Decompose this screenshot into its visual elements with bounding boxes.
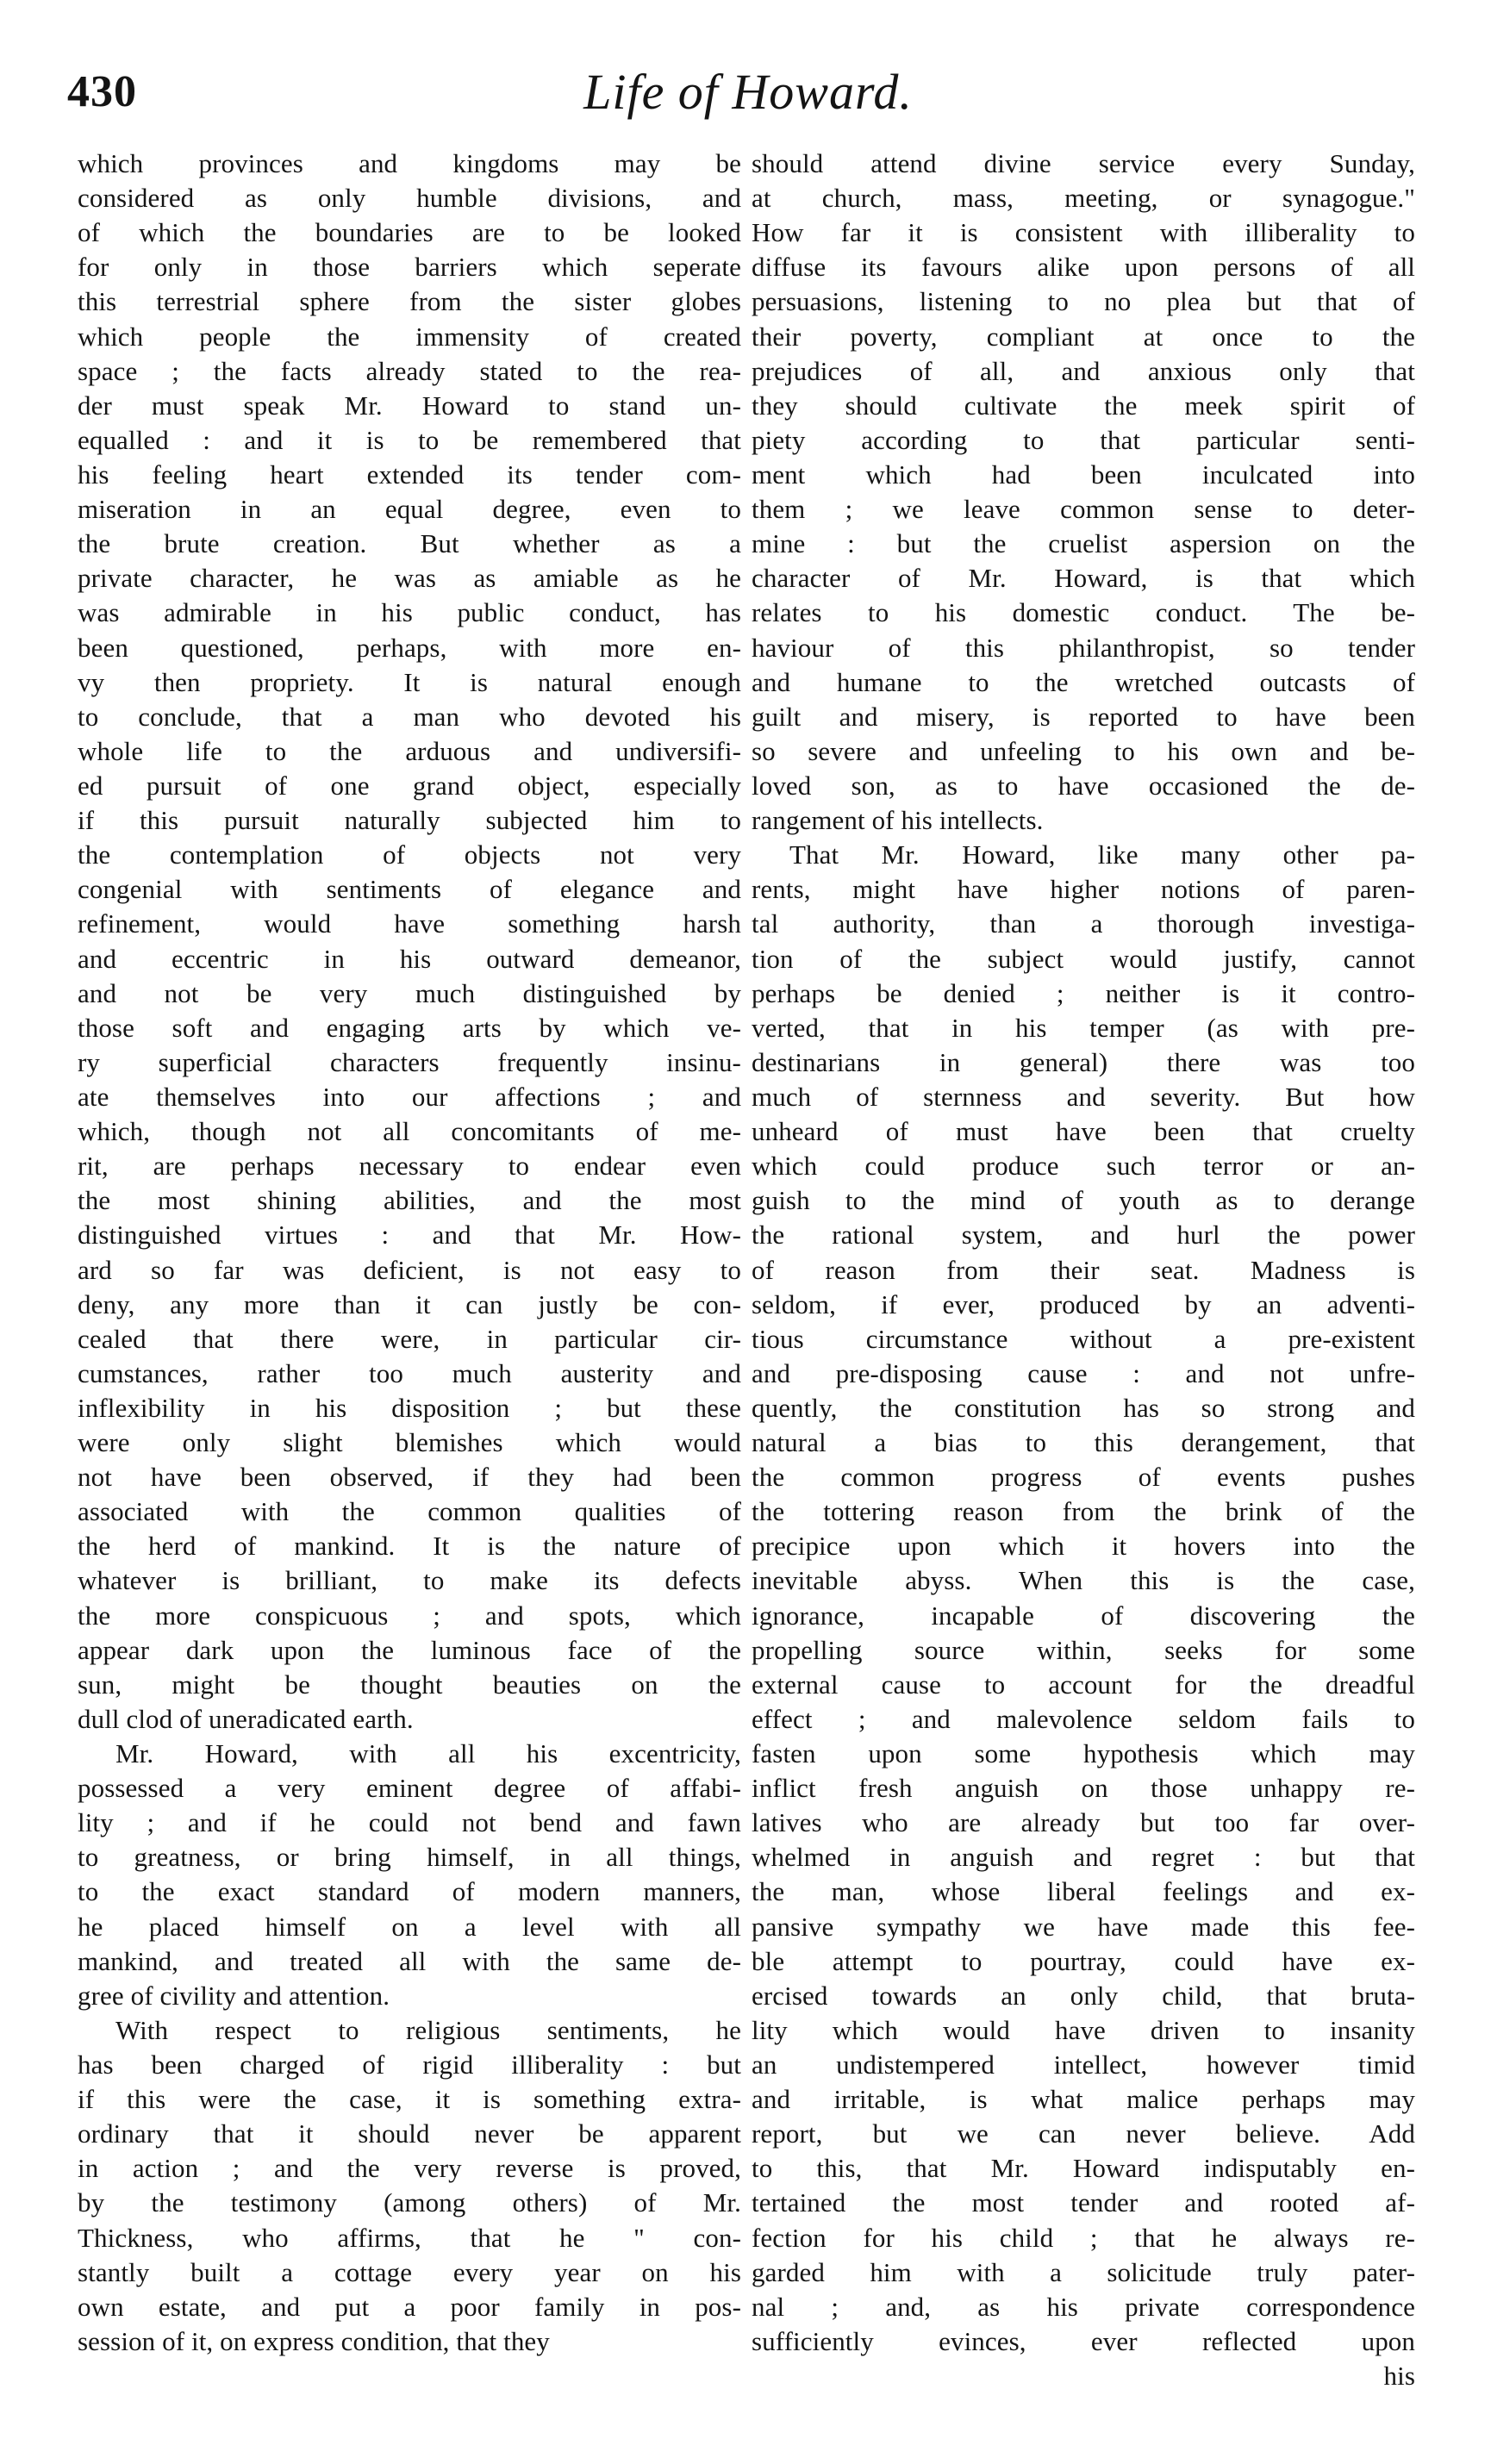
text-line: ed pursuit of one grand object, especially — [78, 770, 741, 801]
page-header — [67, 62, 1412, 131]
text-line: tal authority, than a thorough investiga- — [752, 908, 1415, 939]
text-line: and pre-disposing cause : and not unfre- — [752, 1357, 1415, 1388]
text-line: private character, he was as amiable as he — [78, 563, 741, 594]
text-line: their poverty, compliant at once to the — [752, 321, 1415, 352]
page-number: 430 — [67, 67, 137, 116]
text-line: the contemplation of objects not very — [78, 839, 741, 870]
text-line: the more conspicuous ; and spots, which — [78, 1600, 741, 1631]
text-line: in action ; and the very reverse is proved, — [78, 2153, 741, 2184]
left-text-column — [78, 147, 741, 2359]
text-line: his feeling heart extended its tender com- — [78, 458, 741, 490]
text-line: mankind, and treated all with the same de- — [78, 1945, 741, 1976]
text-line: deny, any more than it can justly be con- — [78, 1288, 741, 1319]
text-line: ry superficial characters frequently insinu- — [78, 1046, 741, 1077]
text-line: lity which would have driven to insanity — [752, 2014, 1415, 2045]
text-line: vy then propriety. It is natural enough — [78, 666, 741, 697]
text-line: appear dark upon the luminous face of the — [78, 1634, 741, 1665]
text-line: the rational system, and hurl the power — [752, 1220, 1415, 1251]
text-line: gree of civility and attention. — [78, 1980, 390, 2011]
text-line: this terrestrial sphere from the sister globes — [78, 286, 741, 317]
text-line: der must speak Mr. Howard to stand un- — [78, 390, 741, 421]
text-line: the most shining abilities, and the most — [78, 1185, 741, 1216]
text-line: rents, might have higher notions of paren- — [752, 874, 1415, 905]
text-line: unheard of must have been that cruelty — [752, 1116, 1415, 1147]
text-line: equalled : and it is to be remembered that — [78, 424, 741, 455]
text-line: of reason from their seat. Madness is — [752, 1254, 1415, 1285]
text-line: With respect to religious sentiments, he — [115, 2014, 741, 2045]
text-line: was admirable in his public conduct, has — [78, 597, 741, 628]
text-line: the tottering reason from the brink of the — [752, 1496, 1415, 1527]
text-line: and not be very much distinguished by — [78, 977, 741, 1008]
text-line: and humane to the wretched outcasts of — [752, 666, 1415, 697]
text-line: whelmed in anguish and regret : but that — [752, 1842, 1415, 1873]
text-line: character of Mr. Howard, is that which — [752, 563, 1415, 594]
text-line: quently, the constitution has so strong and — [752, 1392, 1415, 1423]
text-line: he placed himself on a level with all — [78, 1911, 741, 1942]
text-line: haviour of this philanthropist, so tender — [752, 632, 1415, 663]
text-line: loved son, as to have occasioned the de- — [752, 770, 1415, 801]
text-line: verted, that in his temper (as with pre- — [752, 1012, 1415, 1043]
text-line: been questioned, perhaps, with more en- — [78, 632, 741, 663]
text-line: rit, are perhaps necessary to endear even — [78, 1151, 741, 1182]
text-line: and irritable, is what malice perhaps may — [752, 2084, 1415, 2115]
text-line: by the testimony (among others) of Mr. — [78, 2187, 741, 2218]
text-line: natural a bias to this derangement, that — [752, 1427, 1415, 1458]
text-line: fasten upon some hypothesis which may — [752, 1738, 1415, 1769]
text-line: them ; we leave common sense to deter- — [752, 494, 1415, 525]
text-line: garded him with a solicitude truly pater- — [752, 2256, 1415, 2287]
right-text-column — [752, 147, 1415, 2393]
text-line: ard so far was deficient, is not easy to — [78, 1254, 741, 1285]
text-line: seldom, if ever, produced by an adventi- — [752, 1288, 1415, 1319]
text-line: propelling source within, seeks for some — [752, 1634, 1415, 1665]
text-line: not have been observed, if they had been — [78, 1462, 741, 1493]
text-line: they should cultivate the meek spirit of — [752, 390, 1415, 421]
text-line: lity ; and if he could not bend and fawn — [78, 1807, 741, 1838]
text-line: nal ; and, as his private correspondence — [752, 2291, 1415, 2322]
text-line: prejudices of all, and anxious only that — [752, 355, 1415, 386]
text-line: cumstances, rather too much austerity and — [78, 1357, 741, 1388]
text-line: the common progress of events pushes — [752, 1462, 1415, 1493]
text-line: rangement of his intellects. — [752, 805, 1044, 836]
text-line: so severe and unfeeling to his own and be- — [752, 735, 1415, 766]
text-line: fection for his child ; that he always re- — [752, 2222, 1415, 2253]
text-line: if this pursuit naturally subjected him to — [78, 805, 741, 836]
text-line: for only in those barriers which seperate — [78, 252, 741, 283]
text-line: miseration in an equal degree, even to — [78, 494, 741, 525]
text-line: Thickness, who affirms, that he " con- — [78, 2222, 741, 2253]
text-line: sufficiently evinces, ever reflected upon — [752, 2325, 1415, 2356]
text-line: if this were the case, it is something extra- — [78, 2084, 741, 2115]
text-line: own estate, and put a poor family in pos- — [78, 2291, 741, 2322]
text-line: whole life to the arduous and undiversifi- — [78, 735, 741, 766]
text-line: associated with the common qualities of — [78, 1496, 741, 1527]
text-line: should attend divine service every Sunday, — [752, 148, 1415, 178]
text-line: latives who are already but too far over- — [752, 1807, 1415, 1838]
text-line: ignorance, incapable of discovering the — [752, 1600, 1415, 1631]
text-line: ment which had been inculcated into — [752, 458, 1415, 490]
text-line: ordinary that it should never be apparent — [78, 2118, 741, 2149]
text-line: precipice upon which it hovers into the — [752, 1531, 1415, 1562]
text-line: inflexibility in his disposition ; but these — [78, 1392, 741, 1423]
text-line: to the exact standard of modern manners, — [78, 1876, 741, 1907]
running-title: Life of Howard. — [583, 64, 913, 120]
text-line: ble attempt to pourtray, could have ex- — [752, 1945, 1415, 1976]
text-line: the brute creation. But whether as a — [78, 528, 741, 559]
text-line: pansive sympathy we have made this fee- — [752, 1911, 1415, 1942]
text-line: dull clod of uneradicated earth. — [78, 1703, 414, 1734]
text-line: report, but we can never believe. Add — [752, 2118, 1415, 2149]
text-line: space ; the facts already stated to the rea- — [78, 355, 741, 386]
text-line: tertained the most tender and rooted af- — [752, 2187, 1415, 2218]
text-line: whatever is brilliant, to make its defects — [78, 1565, 741, 1596]
text-line: relates to his domestic conduct. The be- — [752, 597, 1415, 628]
text-line: to conclude, that a man who devoted his — [78, 701, 741, 732]
text-line: distinguished virtues : and that Mr. How- — [78, 1220, 741, 1251]
text-line: guilt and misery, is reported to have been — [752, 701, 1415, 732]
text-line: perhaps be denied ; neither is it contro- — [752, 977, 1415, 1008]
text-line: ate themselves into our affections ; and — [78, 1081, 741, 1112]
text-line: piety according to that particular senti- — [752, 424, 1415, 455]
text-line: which provinces and kingdoms may be — [78, 148, 741, 178]
text-line: at church, mass, meeting, or synagogue." — [752, 183, 1415, 214]
text-line: cealed that there were, in particular cir- — [78, 1323, 741, 1354]
text-line: of which the boundaries are to be looked — [78, 217, 741, 248]
text-line: mine : but the cruelist aspersion on the — [752, 528, 1415, 559]
text-line: the man, whose liberal feelings and ex- — [752, 1876, 1415, 1907]
text-line: to greatness, or bring himself, in all things, — [78, 1842, 741, 1873]
text-line: Mr. Howard, with all his excentricity, — [115, 1738, 741, 1769]
text-line: How far it is consistent with illiberality to — [752, 217, 1415, 248]
text-line: an undistempered intellect, however timid — [752, 2049, 1415, 2080]
text-line: those soft and engaging arts by which ve- — [78, 1012, 741, 1043]
text-line: has been charged of rigid illiberality : but — [78, 2049, 741, 2080]
text-line: external cause to account for the dreadful — [752, 1669, 1415, 1700]
text-line: sun, might be thought beauties on the — [78, 1669, 741, 1700]
text-line: inevitable abyss. When this is the case, — [752, 1565, 1415, 1596]
text-line: possessed a very eminent degree of affabi- — [78, 1773, 741, 1804]
text-line: which, though not all concomitants of me- — [78, 1116, 741, 1147]
text-line: and eccentric in his outward demeanor, — [78, 943, 741, 974]
text-line: persuasions, listening to no plea but that of — [752, 286, 1415, 317]
text-line: much of sternness and severity. But how — [752, 1081, 1415, 1112]
text-line: ercised towards an only child, that bruta- — [752, 1980, 1415, 2011]
text-line: tion of the subject would justify, cannot — [752, 943, 1415, 974]
text-line: which people the immensity of created — [78, 321, 741, 352]
text-line: destinarians in general) there was too — [752, 1046, 1415, 1077]
text-line: effect ; and malevolence seldom fails to — [752, 1703, 1415, 1734]
text-line: refinement, would have something harsh — [78, 908, 741, 939]
text-line: which could produce such terror or an- — [752, 1151, 1415, 1182]
text-line: tious circumstance without a pre-existent — [752, 1323, 1415, 1354]
text-line: guish to the mind of youth as to derange — [752, 1185, 1415, 1216]
text-line: stantly built a cottage every year on his — [78, 2256, 741, 2287]
text-line: inflict fresh anguish on those unhappy re- — [752, 1773, 1415, 1804]
text-line: to this, that Mr. Howard indisputably en- — [752, 2153, 1415, 2184]
text-line: were only slight blemishes which would — [78, 1427, 741, 1458]
text-line: congenial with sentiments of elegance and — [78, 874, 741, 905]
text-line: considered as only humble divisions, and — [78, 183, 741, 214]
text-line: the herd of mankind. It is the nature of — [78, 1531, 741, 1562]
text-line: That Mr. Howard, like many other pa- — [789, 839, 1415, 870]
text-line: session of it, on express condition, that they — [78, 2325, 550, 2356]
text-line: diffuse its favours alike upon persons of all — [752, 252, 1415, 283]
text-line: his — [1383, 2361, 1415, 2391]
